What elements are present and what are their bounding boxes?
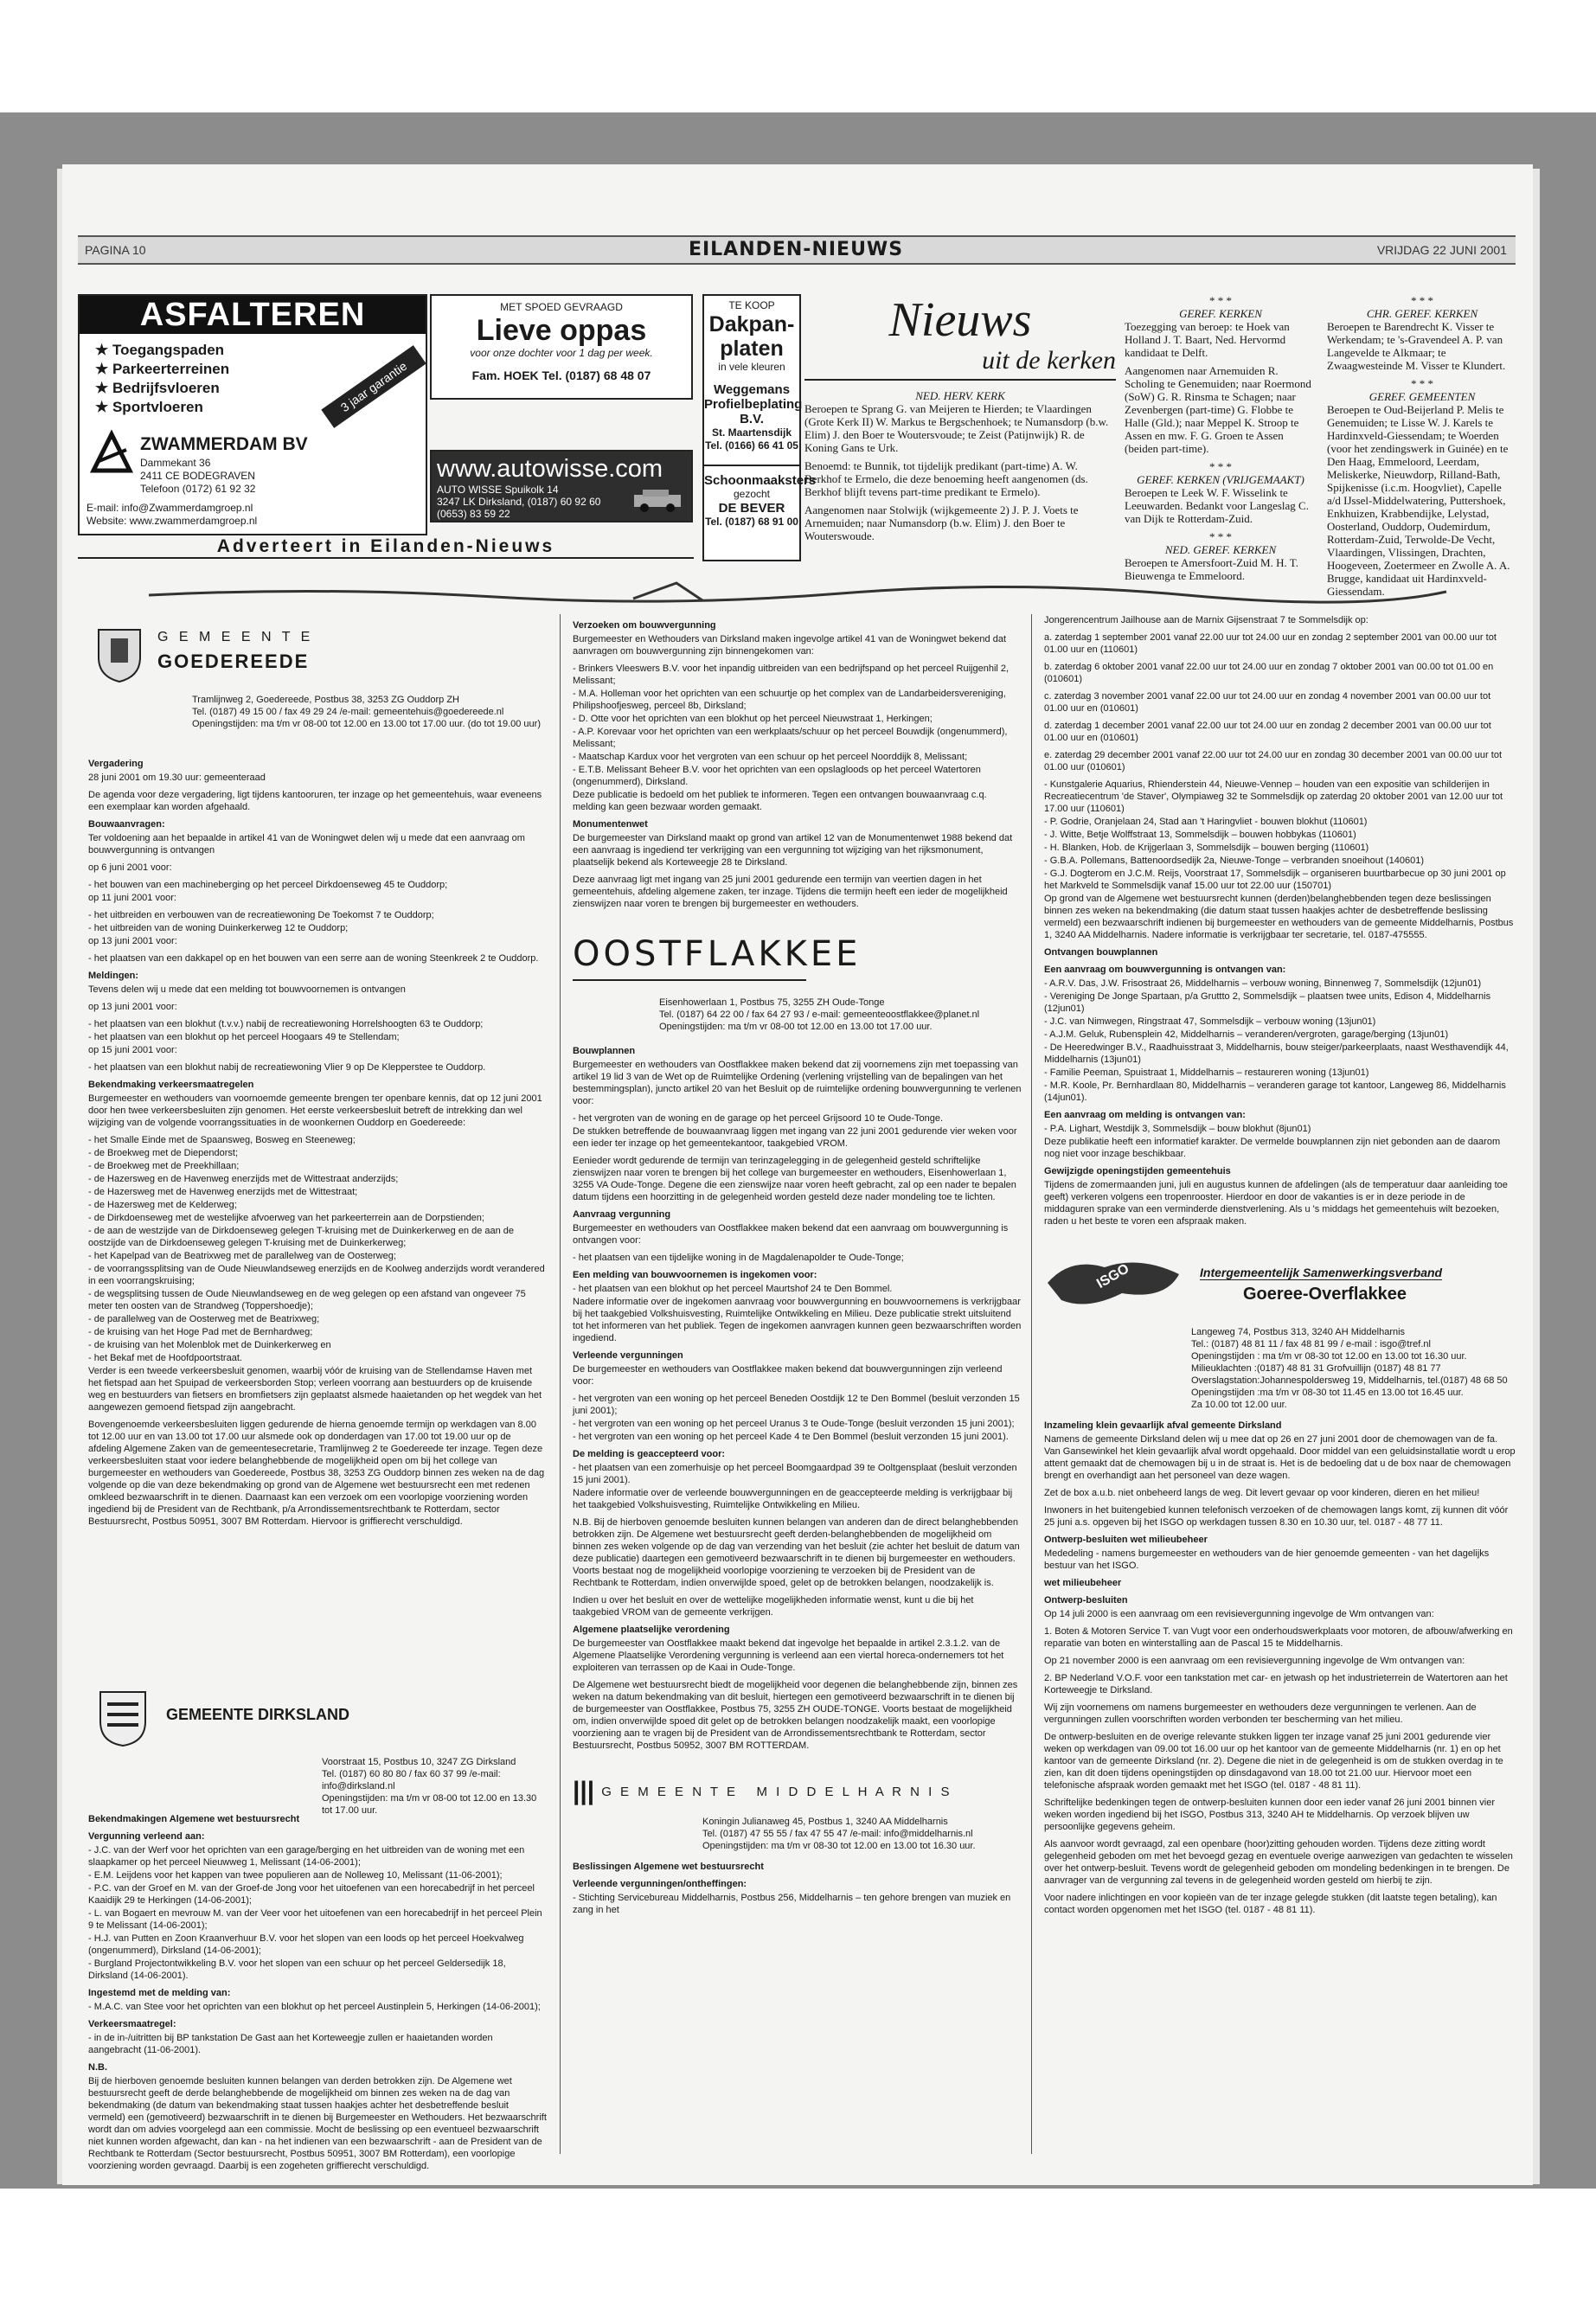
city: 3247 LK Dirksland, (0187) 60 92 60 <box>437 496 601 508</box>
paragraph: - J.C. van Nimwegen, Ringstraat 47, Sommelsdijk – verbouw woning (13jun01) <box>1044 1016 1376 1027</box>
section-heading: Aanvraag vergunning <box>573 1209 671 1220</box>
paragraph: - Brinkers Vleeswers B.V. voor het inpandig uitbreiden van een bedrijfspand op het perceel Ruijgenhil 2, Melissant; <box>573 663 1010 686</box>
section-heading: wet milieubeheer <box>1044 1578 1122 1588</box>
kerken-text: Beroepen te Leek W. F. Wisselink te Leeuwarden. Bedankt voor Langeslag C. van Dijk te Rotterdam-Zuid. <box>1125 486 1309 525</box>
paragraph: op 6 juni 2001 voor: <box>88 862 172 873</box>
paragraph: Burgemeester en Wethouders van Dirksland maken ingevolge artikel 41 van de Woningwet bekend dat aanvragen om bouwvergunning zijn binnengekomen van: <box>573 634 1006 657</box>
wave-divider <box>149 578 1446 607</box>
paragraph: - L. van Bogaert en mevrouw M. van der Veer voor het uitoefenen van een horecabedrijf in het perceel Plein 9 te Melissant (14-06-2001); <box>88 1908 542 1931</box>
section-heading: Vergadering <box>88 759 144 769</box>
paragraph: - A.P. Korevaar voor het oprichten van een werkplaats/schuur op het perceel Bouwdijk (ongenummerd), Melissant; <box>573 727 1008 749</box>
section-heading: Gewijzigde openingstijden gemeentehuis <box>1044 1166 1231 1176</box>
paragraph: Verder is een tweede verkeersbesluit genomen, waarbij vóór de kruising van de Stellendamse Haven met het fietspad aan het Spuipad de verkeersborden Stop; verleen voorrang aan bestuurders op de kruisende weg en bestuurders van fietsers en bromfietsers zijn geplaatst alsmede haaietanden op het wegdek van het aangewezen gemoend fietspad zijn aangebracht. <box>88 1366 542 1413</box>
oostflakkee-name: OOSTFLAKKEE <box>573 934 862 974</box>
oostflakkee-logo <box>573 927 1022 997</box>
section-heading: De melding is geaccepteerd voor: <box>573 1449 726 1459</box>
kerken-text: Aangenomen naar Stolwijk (wijkgemeente 2) J. P. J. Voets te Arnemuiden; naar Numansdorp (b.w. Elim) J. den Boer te Wouterswoude. <box>804 503 1079 542</box>
paragraph: - Vereniging De Jonge Spartaan, p/a Gruttto 2, Sommelsdijk – plaatsen twee units, Edison 4, Middelharnis (12jun01) <box>1044 991 1491 1014</box>
section-heading: Algemene plaatselijke verordening <box>573 1625 730 1635</box>
paragraph: - G.J. Dogterom en J.C.M. Reijs, Voorstraat 17, Sommelsdijk – organiseren buurtbarbecue op 30 juni 2001 op het Markveld te Sommelsdijk vanaf 15.00 uur tot 22.00 uur (150701) <box>1044 868 1506 891</box>
section-heading: Inzameling klein gevaarlijk afval gemeente Dirksland <box>1044 1420 1282 1431</box>
adverteert-banner: Adverteert in Eilanden-Nieuws <box>78 536 694 559</box>
paragraph: De ontwerp-besluiten en de overige relevante stukken liggen ter inzage vanaf 25 juni 2001 gedurende vier weken op werkdagen van 09.00 tot 16.00 uur op het kantoor van de gemeente Middelharnis (nr. 1) en op het kantoor van de gemeente Dirksland (nr. 2). Degene die niet in de gelegenheid is om de stukken overdag in te zien, kan dit doen tijdens openingstijden op dinsdagavond van 18.00 tot 21.00 uur. Hiervoor moet een telefonische afspraak worden gemaakt met het ISGO (tel. 0187 - 48 81 11). <box>1044 1732 1503 1791</box>
paragraph: - het Kapelpad van de Beatrixweg met de parallelweg van de Oosterweg; <box>88 1251 396 1261</box>
paragraph: - de Hazersweg met de Kelderweg; <box>88 1200 237 1210</box>
paragraph: - de Broekweg met de Diependorst; <box>88 1148 239 1158</box>
section-heading: Bouwaanvragen: <box>88 819 165 830</box>
paragraph: - H.J. van Putten en Zoon Kraanverhuur B.V. voor het slopen van een loods op het perceel Hoekvalweg (ongenummerd), Dirksland (14-06-2001); <box>88 1933 524 1956</box>
paragraph: Ter voldoening aan het bepaalde in artikel 41 van de Woningwet delen wij u mede dat een aanvraag om bouwvergunning is ontvangen <box>88 833 525 856</box>
page-number: PAGINA 10 <box>85 243 146 257</box>
tel: Tel. (0187) 64 22 00 / fax 64 27 93 / e-mail: gemeenteoostflakkee@planet.nl <box>659 1009 980 1020</box>
contact-line: Za 10.00 tot 12.00 uur. <box>1191 1400 1287 1410</box>
schoonmaak-name: DE BEVER <box>718 501 785 516</box>
hours: Openingstijden: ma t/m vr 08-00 tot 12.00 en 13.00 tot 17.00 uur. (do tot 19.00 uur) <box>192 719 541 729</box>
kerken-text: Beroepen te Barendrecht K. Visser te Werkendam; te 's-Gravendeel A. P. van Langevelde te Alkmaar; te Zwaagwesteinde M. Visser te Klundert. <box>1327 320 1506 372</box>
isgo-title: Intergemeentelijk Samenwerkingsverband <box>1200 1266 1443 1279</box>
address: Tramlijnweg 2, Goedereede, Postbus 38, 3253 ZG Ouddorp ZH <box>192 695 459 705</box>
contact-line: Tel.: (0187) 48 81 11 / fax 48 81 99 / e-mail : isgo@tref.nl <box>1191 1339 1431 1349</box>
paragraph: Tevens delen wij u mede dat een melding tot bouwvoornemen is ontvangen <box>88 984 406 995</box>
paragraph: Deze publicatie is bedoeld om het publiek te informeren. Tegen een ontvangen bouwaanvraag c.q. melding kan geen bezwaar worden gemaakt. <box>573 790 987 812</box>
paragraph: De Algemene wet bestuursrecht biedt de mogelijkheid voor degenen die belanghebbende zijn, binnen zes weken na datum bekendmaking van dit besluit, hiertegen een gemotiveerd bezwaarschrift in te dienen bij de burgemeester van Oostflakkee, Postbus 75, 3255 ZH OUDE-TONGE. Voorts bestaat de mogelijkheid om, indien onverwijlde spoed dit gelet op de betrokken belangen noodzakelijk maakt, een voorlopige voorziening aan te vragen bij de President van de Arrondissementsrechtbank te Rotterdam, sector Bestuursrecht, Postbus 50952, 3007 BM ROTTERDAM. <box>573 1680 1018 1751</box>
section-heading: Ingestemd met de melding van: <box>88 1988 231 1998</box>
address: Voorstraat 15, Postbus 10, 3247 ZG Dirksland <box>322 1757 516 1767</box>
paragraph: - P. Godrie, Oranjelaan 24, Stad aan 't Haringvliet - bouwen blokhut (110601) <box>1044 817 1368 827</box>
paragraph: Wij zijn voornemens om namens burgemeester en wethouders deze vergunningen te verlenen. Aan de vergunningen zullen voorschriften worden verbonden ter bescherming van het milieu. <box>1044 1702 1477 1725</box>
kerken-column-1 <box>804 294 1116 562</box>
paragraph: - de Broekweg met de Preekhillaan; <box>88 1161 240 1171</box>
address-line: Telefoon (0172) 61 92 32 <box>140 483 256 495</box>
section-heading: Een melding van bouwvoornemen is ingekomen voor: <box>573 1270 817 1280</box>
ad-item: ★ Bedrijfsvloeren <box>95 380 220 396</box>
paragraph: - de Dirkdoenseweg met de westelijke afvoerweg van het parkeerterrein aan de Dorpstienden; <box>88 1213 484 1223</box>
paragraph: - het plaatsen van een blokhut nabij de recreatiewoning Vlier 9 op De Klepperstee te Ouddorp. <box>88 1062 486 1073</box>
stars-divider: * * * <box>1209 294 1232 307</box>
paragraph: - de parallelweg van de Oosterweg met de Beatrixweg; <box>88 1314 320 1324</box>
paragraph: - het plaatsen van een blokhut op het perceel Maurtshof 24 te Den Bommel. <box>573 1284 893 1294</box>
column-rule <box>1031 614 1032 2154</box>
kerken-column-3 <box>1327 294 1517 598</box>
paragraph: Tijdens de zomermaanden juni, juli en augustus kunnen de afdelingen (als de temperatuur daar aanleiding toe geeft) verkeren volgens een tropenrooster. Hierdoor en door de vakanties is er in deze periode in de middaguren sprake van een verminderde dienstverlening. Als u 's middags het gemeentehuis wilt bezoeken, raden u het beste te voren een afspraak maken. <box>1044 1180 1508 1227</box>
section-heading: Ontwerp-besluiten wet milieubeheer <box>1044 1535 1208 1545</box>
section-heading: Ontvangen bouwplannen <box>1044 947 1158 958</box>
ad-asfalteren-title: ASFALTEREN <box>80 296 426 334</box>
right-column <box>1044 614 1516 2154</box>
paragraph: - in de in-/uitritten bij BP tankstation De Gast aan het Korteweegje zullen er haaietanden worden aangebracht (11-06-2001). <box>88 2033 493 2055</box>
paragraph: - de Hazersweg en de Havenweg enerzijds met de Wittestraat anderzijds; <box>88 1174 399 1184</box>
paragraph: Op grond van de Algemene wet bestuursrecht kunnen (derden)belanghebbenden tegen deze beslissingen binnen zes weken na bekendmaking (die datum staat tussen haakjes achter de desbetreffende beslissing vermeld) een bezwaarschrift indienen bij burgemeester en wethouders van de gemeente Middelharnis, Postbus 1, 3240 AA Middelharnis. Nadere informatie is verkrijgbaar ter secretarie, tel. 0187-475555. <box>1044 894 1514 940</box>
guarantee-badge: 3 jaar garantie <box>321 345 426 428</box>
paragraph: - Familie Peeman, Spuistraat 1, Middelharnis – restaureren woning (13jun01) <box>1044 1067 1369 1078</box>
oostflakkee-contact <box>659 997 1022 1033</box>
ad-asfalteren <box>78 294 427 535</box>
paragraph: De agenda voor deze vergadering, ligt tijdens kantooruren, ter inzage op het gemeentehuis, waar eveneens een exemplaar kan worden afgehaald. <box>88 790 542 812</box>
section-heading: Bekendmaking verkeersmaatregelen <box>88 1080 254 1090</box>
ad-dakpan-sub: in vele kleuren <box>718 361 785 373</box>
kerken-heading: NED. HERV. KERK <box>915 389 1005 402</box>
middelharnis-body <box>573 1861 1022 1916</box>
stars-divider: * * * <box>1411 294 1433 307</box>
ad-dakpan-kicker: TE KOOP <box>728 299 775 311</box>
contact-line: Milieuklachten :(0187) 48 81 31 Grofvuillijn (0187) 48 81 77 <box>1191 1363 1441 1374</box>
paragraph: - het bouwen van een machineberging op het perceel Dirkdoenseweg 45 te Ouddorp; <box>88 880 448 890</box>
dirksland-name: GEMEENTE DIRKSLAND <box>166 1706 350 1723</box>
paragraph: - het vergroten van de woning en de garage op het perceel Grijsoord 10 te Oude-Tonge. <box>573 1113 944 1124</box>
address-line: 2411 CE BODEGRAVEN <box>140 470 255 482</box>
paragraph: Bij de hierboven genoemde besluiten kunnen belangen van derden betrokken zijn. De Algemene wet bestuursrecht geeft de derde belanghebbende de mogelijkheid om binnen zes weken na de dag van bekendmaking (de datum van bekendmaking staat tussen haakjes achter het desbetreffende besluit vermeld) een (gemotiveerd) bezwaarschrift in te dienen bij Burgemeester en Wethouders. Het bezwaarschrift wordt dan om advies voorgelegd aan een commissie. Mocht de beslissing op een eventueel bezwaarschrift niet kunnen worden afgewacht, dan kan - na het indienen van een bezwaarschrift - aan de President van de Rechtbank te Rotterdam (Sector bestuursrecht, Postbus 50951, 3007 BM Rotterdam), een voorlopige voorziening worden gevraagd. Daarbij is een zogeheten griffierecht verschuldigd. <box>88 2076 547 2171</box>
paragraph: De burgemeester en wethouders van Oostflakkee maken bekend dat bouwvergunningen zijn verleend voor: <box>573 1364 1003 1387</box>
paragraph: 28 juni 2001 om 19.30 uur: gemeenteraad <box>88 772 266 783</box>
paragraph: Burgemeester en wethouders van Oostflakkee maken bekend dat een aanvraag om bouwvergunning is ontvangen voor: <box>573 1223 1009 1246</box>
contact-line: Overslagstation:Johannespoldersweg 19, Middelharnis, tel.(0187) 48 68 50 <box>1191 1375 1508 1386</box>
paragraph: b. zaterdag 6 oktober 2001 vanaf 22.00 uur tot 24.00 uur en zondag 7 oktober 2001 van 00.00 tot 01.00 en (010601) <box>1044 662 1494 684</box>
paragraph: - Burgland Projectontwikkeling B.V. voor het slopen van een schuur op het perceel Geldersedijk 18, Dirksland (14-06-2001). <box>88 1958 506 1981</box>
newspaper-page <box>62 164 1533 2185</box>
kerken-text: Toezegging van beroep: te Hoek van Holland J. T. Baart, Ned. Hervormd kandidaat te Delft. <box>1125 320 1290 359</box>
paragraph: - het plaatsen van een blokhut op het perceel Hoogaars 49 te Stellendam; <box>88 1032 400 1042</box>
ad-item: ★ Parkeerterreinen <box>95 361 230 377</box>
ad-dakpan-title: Dakpan-platen <box>708 312 795 361</box>
ad-oppas-title: Lieve oppas <box>476 314 647 347</box>
goedereede-contact <box>192 694 541 730</box>
paragraph: a. zaterdag 1 september 2001 vanaf 22.00 uur tot 24.00 uur en zondag 2 september 2001 van 00.00 uur tot 01.00 uur en (110601) <box>1044 632 1497 655</box>
paragraph: Inwoners in het buitengebied kunnen telefonisch verzoeken of de chemowagen langs komt, zij kunnen dit vóór 25 juni a.s. opgeven bij het ISGO op werkdagen tussen 8.30 en 10.30 uur, tel. 0187 - 48 77 11. <box>1044 1505 1509 1528</box>
kerken-heading: CHR. GEREF. KERKEN <box>1366 307 1478 320</box>
paragraph: - P.A. Lighart, Westdijk 3, Sommelsdijk – bouw blokhut (8jun01) <box>1044 1124 1311 1134</box>
paragraph: Deze aanvraag ligt met ingang van 25 juni 2001 gedurende een termijn van veertien dagen in het gemeentehuis, afdeling algemene zaken, ter inzage. Tijdens die termijn heeft een ieder de mogelijkheid zienswijzen naar voren te brengen bij burgemeester en wethouders. <box>573 875 1008 909</box>
ad-item: ★ Toegangspaden <box>95 342 225 358</box>
isgo-logo: ISGO <box>1094 1261 1132 1292</box>
section-heading: Meldingen: <box>88 971 139 981</box>
paragraph: Voor nadere inlichtingen en voor kopieën van de ter inzage gelegde stukken (dit laatste tegen betaling), kan contact worden opgenomen met het ISGO (tel. 0187 - 48 81 11). <box>1044 1893 1497 1915</box>
dirksland-bouw-body <box>573 619 1022 910</box>
goedereede-crest-icon <box>95 623 144 683</box>
dirksland-crest-icon <box>97 1687 149 1747</box>
paragraph: Mededeling - namens burgemeester en wethouders van de hier genoemde gemeenten - van het dagelijks bestuur van het ISGO. <box>1044 1548 1490 1571</box>
column-rule <box>560 614 561 2154</box>
paragraph: Bovengenoemde verkeersbesluiten liggen gedurende de hierna genoemde termijn op werkdagen van 8.00 tot 12.00 uur en van 13.00 tot 17.00 uur alsmede ook op donderdagen van 17.00 tot 19.00 uur op de afdeling Algemene Zaken van de gemeentesecretarie, Tramlijnweg 2 te Goedereede ter inzage. Tegen deze verkeersbesluiten staat voor iedere belanghebbende de mogelijkheid open om bij het college van burgemeester en wethouders van Goedereede, Postbus 38, 3253 ZG Ouddorp binnen zes weken na de dag volgende op die van deze bekendmaking op grond van de Algemene wet bestuursrecht een met redenen omkleed bezwaarschrift in te dienen. Daarnaast kan een verzoek om een voorlopige voorziening worden ingediend bij de President van de Rechtbank, p/a Arrondissementsrechtbank te Rotterdam, sector Bestuursrecht, Postbus 50951, 3007 BM Rotterdam. Hiervoor is griffierecht verschuldigd. <box>88 1420 545 1527</box>
ad-autowisse <box>430 450 693 522</box>
paragraph: - J. Witte, Betje Wolffstraat 13, Sommelsdijk – bouwen hobbykas (110601) <box>1044 830 1356 840</box>
section-heading: Een aanvraag om bouwvergunning is ontvangen van: <box>1044 965 1286 975</box>
section-heading: Monumentenwet <box>573 819 648 830</box>
ad-oppas-kicker: MET SPOED GEVRAAGD <box>500 301 623 313</box>
section-heading: Verleende vergunningen <box>573 1350 683 1361</box>
paragraph: Nadere informatie over de verleende bouwvergunningen en de geaccepteerde melding is verkrijgbaar bij het taakgebied Volkshuisvesting, Ruimtelijke Ontwikkeling en Milieu. <box>573 1488 1013 1510</box>
paragraph: Als aanvoor wordt gevraagd, zal een openbare (hoor)zitting gehouden worden. Tijdens deze zitting wordt gelegenheid geboden om met het bevoegd gezag en eventuele overige aanwezigen van gedachten te wisselen over het ontwerp-besluit. Tevens wordt de gelegenheid geboden om mondeling bedenkingen in te brengen. De aanvrager van de vergunning zal tevens in de gelegenheid worden gesteld om hierbij te zijn. <box>1044 1839 1513 1886</box>
paragraph: op 11 juni 2001 voor: <box>88 893 176 903</box>
paragraph: Op 14 juli 2000 is een aanvraag om een revisievergunning ingevolge de Wm ontvangen van: <box>1044 1609 1434 1619</box>
isgo-body <box>1044 1420 1516 1916</box>
phone: (0653) 83 59 22 <box>437 508 510 520</box>
paragraph: op 15 juni 2001 voor: <box>88 1045 177 1055</box>
hours: Openingstijden: ma t/m vr 08-00 tot 12.00 en 13.00 tot 17.00 uur. <box>659 1022 933 1032</box>
paragraph: - De Heeredwinger B.V., Raadhuisstraat 3, Middelharnis, bouw steiger/parkeerplaats, naast Westhavendijk 44, Middelharnis (13jun01) <box>1044 1042 1509 1065</box>
paragraph: - M.A. Holleman voor het oprichten van een schuurtje op het complex van de Landarbeidersvereniging, Philipshoofjesweg, perceel 8b, Dirksland; <box>573 689 1006 711</box>
ad-oppas-contact: Fam. HOEK Tel. (0187) 68 48 07 <box>471 369 651 382</box>
paragraph: - M.A.C. van Stee voor het oprichten van een blokhut op het perceel Austinplein 5, Herkingen (14-06-2001); <box>88 2002 541 2012</box>
goedereede-body <box>88 753 547 1533</box>
paragraph: - de voorrangssplitsing van de Oude Nieuwlandseweg enerzijds en de Koolweg anderzijds wordt verandered in een voorrangskruising; <box>88 1264 545 1286</box>
contact-line: Langeweg 74, Postbus 313, 3240 AH Middelharnis <box>1191 1327 1406 1337</box>
paragraph: - E.M. Leijdens voor het kappen van twee populieren aan de Nolleweg 10, Melissant (11-06-2001); <box>88 1870 503 1881</box>
stars-divider: * * * <box>1411 377 1433 390</box>
paragraph: - het uitbreiden en verbouwen van de recreatiewoning De Toekomst 7 te Ouddorp; <box>88 910 434 920</box>
paragraph: Nadere informatie over de ingekomen aanvraag voor bouwvergunning en bouwvoornemens is verkrijgbaar bij het taakgebied Volkshuisvesting, Ruimtelijke Ontwikkeling en Milieu. Deze publicatie strekt uitsluitend tot het informeren van het publiek. Tegen de ingekomen aanvragen kunnen geen bezwaarschriften worden ingediend. <box>573 1297 1022 1343</box>
street: Spuikolk 14 <box>504 484 559 496</box>
paragraph: - de aan de westzijde van de Dirkdoenseweg gelegen T-kruising met de Duinkerkerweg en de aan de oostzijde van de Dirkdoenseweg gelegen T-kruising met de Duinkerkerweg; <box>88 1226 515 1248</box>
company: AUTO WISSE <box>437 484 503 496</box>
section-heading: Bouwplannen <box>573 1046 636 1056</box>
kerken-heading: GEREF. GEMEENTEN <box>1368 390 1476 403</box>
paragraph: De burgemeester van Dirksland maakt op grond van artikel 12 van de Monumentenwet 1988 bekend dat een aanvraag is ingediend ter verkrijging van een vergunning tot wijziging van het rijksmonument, plaatselijk bekend als Korteweegje 28 te Dirksland. <box>573 833 1013 868</box>
paragraph: Schriftelijke bedenkingen tegen de ontwerp-besluiten kunnen door een ieder vanaf 26 juni 2001 binnen vier weken worden ingediend bij het ISGO, Postbus 313, 3240 AH te Middelharnis. Op verzoek blijven uw persoonlijke gegevens geheim. <box>1044 1798 1496 1832</box>
paragraph: - A.J.M. Geluk, Rubensplein 42, Middelharnis – veranderen/vergroten, garage/berging (13jun01) <box>1044 1029 1449 1040</box>
paragraph: Indien u over het besluit en over de wettelijke mogelijkheden informatie wenst, kunt u die bij het taakgebied VROM van de gemeente verkrijgen. <box>573 1595 974 1618</box>
address-line: Dammekant 36 <box>140 457 211 469</box>
paragraph: Zet de box a.u.b. niet onbeheerd langs de weg. Dit levert gevaar op voor kinderen, dieren en het milieu! <box>1044 1488 1480 1498</box>
paragraph: - het plaatsen van een tijdelijke woning in de Magdalenapolder te Oude-Tonge; <box>573 1253 904 1263</box>
section-heading: Bekendmakingen Algemene wet bestuursrecht <box>88 1814 300 1824</box>
ad-item: ★ Sportvloeren <box>95 399 203 415</box>
goedereede-section <box>88 614 547 1678</box>
ad-asfalteren-contact <box>87 502 257 528</box>
paragraph: Jongerencentrum Jailhouse aan de Marnix Gijsenstraat 7 te Sommelsdijk op: <box>1044 615 1368 625</box>
contact-line: Openingstijden :ma t/m vr 08-30 tot 11.45 en 13.00 tot 16.45 uur. <box>1191 1388 1464 1398</box>
paragraph: Namens de gemeente Dirksland delen wij u mee dat op 26 en 27 juni 2001 door de chemowagen van de fa. Van Gansewinkel het klein gevaarlijk afval wordt opgehaald. Door middel van een geluidsinstallatie wordt u erop attent gemaakt dat de chemowagen bij u in de straat is. Het is de bedoeling dat u de box naar de chemowagen brengt en overhandigt aan het personeel van deze wagen. <box>1044 1434 1516 1481</box>
paragraph: d. zaterdag 1 december 2001 vanaf 22.00 uur tot 24.00 uur en zondag 2 december 2001 van 00.00 uur tot 01.00 uur en (010601) <box>1044 721 1491 743</box>
middle-column <box>573 614 1022 2154</box>
paragraph: - de kruising van het Molenblok met de Duinkerkerweg en <box>88 1340 331 1350</box>
paragraph: - het plaatsen van een dakkapel op en het bouwen van een serre aan de woning Steenkreek 2 te Ouddorp. <box>88 953 539 964</box>
paragraph: - het plaatsen van een blokhut (t.v.v.) nabij de recreatiewoning Horrelshoogten 63 te Ouddorp; <box>88 1019 484 1029</box>
kerken-text: Beroepen te Amersfoort-Zuid M. H. T. Bieuwenga te Emmeloord. <box>1125 556 1298 582</box>
schoonmaak-sub: gezocht <box>733 488 771 500</box>
paragraph: - P.C. van der Groef en M. van der Groef-de Jong voor het uitoefenen van een horecabedrijf in het perceel Kaaidijk 29 te Herkingen (14-06-2001); <box>88 1883 535 1906</box>
website: Website: www.zwammerdamgroep.nl <box>87 515 258 527</box>
middelharnis-logo-icon: ||| <box>573 1777 595 1805</box>
ad-oppas <box>430 294 693 400</box>
isgo-header <box>1044 1240 1516 1352</box>
address: Koningin Julianaweg 45, Postbus 1, 3240 AA Middelharnis <box>702 1817 948 1827</box>
tel: Tel. (0187) 49 15 00 / fax 49 29 24 /e-mail: gemeentehuis@goedereede.nl <box>192 707 504 717</box>
kerken-heading: GEREF. KERKEN (VRIJGEMAAKT) <box>1137 473 1304 486</box>
paragraph: - A.R.V. Das, J.W. Frisostraat 26, Middelharnis – verbouw woning, Binnenweg 7, Sommelsdijk (12jun01) <box>1044 978 1482 989</box>
goedereede-name: GOEDEREEDE <box>157 651 310 672</box>
section-heading: Verkeersmaatregel: <box>88 2019 176 2029</box>
tel: Tel. (0187) 47 55 55 / fax 47 55 47 /e-mail: info@middelharnis.nl <box>702 1829 973 1839</box>
stars-divider: * * * <box>1209 460 1232 473</box>
paragraph: - het Bekaf met de Hoofdpoortstraat. <box>88 1353 242 1363</box>
car-icon <box>631 488 684 512</box>
middelharnis-continued <box>1044 614 1516 1227</box>
section-heading: Een aanvraag om melding is ontvangen van: <box>1044 1110 1246 1120</box>
paragraph: - H. Blanken, Hob. de Krijgerlaan 3, Sommelsdijk – bouwen berging (110601) <box>1044 843 1369 853</box>
page-header <box>78 235 1516 265</box>
ad-oppas-sub: voor onze dochter voor 1 dag per week. <box>470 347 653 359</box>
paragraph: - het Smalle Einde met de Spaansweg, Bosweg en Steeneweg; <box>88 1135 356 1145</box>
paragraph: 1. Boten & Motoren Service T. van Vugt voor een onderhoudswerkplaats voor motoren, de afbouw/afwerking en reparatie van boten en winterstalling aan de Pascal 15 te Middelharnis. <box>1044 1626 1513 1649</box>
paragraph: Op 21 november 2000 is een aanvraag om een revisievergunning ingevolge de Wm ontvangen van: <box>1044 1656 1465 1666</box>
paragraph: - Stichting Servicebureau Middelharnis, Postbus 256, Middelharnis – ten gehore brengen van muziek en zang in het <box>573 1893 1011 1915</box>
paragraph: - E.T.B. Melissant Beheer B.V. voor het oprichten van een opslagloods op het perceel Watertoren (ongenummerd), Dirksland. <box>573 765 981 787</box>
email: E-mail: info@Zwammerdamgroep.nl <box>87 502 253 514</box>
kerken-heading: NED. GEREF. KERKEN <box>1164 543 1277 556</box>
ad-dakpan-company: Weggemans Profielbeplating B.V. <box>704 382 803 426</box>
paragraph: - M.R. Koole, Pr. Bernhardlaan 80, Middelharnis – veranderen garage tot kantoor, Langeweg 86, Middelharnis (14jun01). <box>1044 1080 1506 1103</box>
section-heading: Beslissingen Algemene wet bestuursrecht <box>573 1862 764 1872</box>
section-heading: Vergunning verleend aan: <box>88 1831 205 1842</box>
paragraph: - het vergroten van een woning op het perceel Kade 4 te Den Bommel (besluit verzonden 15 juni 2001). <box>573 1432 1009 1442</box>
section-heading: Ontwerp-besluiten <box>1044 1595 1128 1606</box>
masthead: EILANDEN-NIEUWS <box>688 239 904 260</box>
kerken-subtitle: uit de kerken <box>804 346 1116 381</box>
hours: Openingstijden: ma t/m vr 08-30 tot 12.00 en 13.00 tot 16.30 uur. <box>702 1841 976 1851</box>
paragraph: - de Hazersweg met de Havenweg enerzijds met de Wittestraat; <box>88 1187 358 1197</box>
kerken-title: Nieuws <box>888 293 1032 347</box>
ad-autowisse-url[interactable]: www.autowisse.com <box>437 455 663 483</box>
kerken-text: Beroepen te Oud-Beijerland P. Melis te Genemuiden; te Lisse W. J. Karels te Hardinxveld-Giessendam; te Woerden (voor het zendingswerk in Guinée) en te Den Haag, Emmeloord, Leerdam, Meliskerke, Nieuwdorp, Rilland-Bath, Spijkenisse (i.c.m. Hoogvliet), Capelle a/d IJssel-Middelwatering, Puttershoek, Enkhuizen, Krabbendijke, Lelystad, Oosterland, Ouddorp, Oudemirdum, Rotterdam-Zuid, Terwolde-De Vecht, Vlaardingen, Vlissingen, Drachten, Hoogeveen, Zoetermeer en Zwolle A. A. Brugge, kandidaat uit Hardinxveld-Giessendam. <box>1327 403 1510 598</box>
paragraph: Eenieder wordt gedurende de termijn van terinzagelegging in de gelegenheid gesteld schriftelijke zienswijzen naar voren te brengen bij het college van burgemeester en wethouders, Eisenhowerlaan 1, 3255 VA Oude-Tonge. Degene die een zienswijze naar voren heeft gebracht, zal op een nader te bepalen datum tijdens een hoorzitting in de gelegenheid worden gesteld deze nader mondeling toe te lichten. <box>573 1156 1016 1202</box>
goedereede-kicker: G E M E E N T E <box>157 630 314 644</box>
ad-asfalteren-address <box>140 457 255 496</box>
address: Eisenhowerlaan 1, Postbus 75, 3255 ZH Oude-Tonge <box>659 997 885 1008</box>
ad-asfalteren-company: ZWAMMERDAM BV <box>140 434 308 454</box>
contact-line: Openingstijden : ma t/m vr 08-30 tot 12.00 en 13.00 tot 16.30 uur. <box>1191 1351 1467 1362</box>
isgo-subtitle: Goeree-Overflakkee <box>1243 1285 1407 1304</box>
kerken-text: Aangenomen naar Arnemuiden R. Scholing te Genemuiden; naar Roermond (SoW) G. R. Rinsma te Schagen; naar Zevenbergen (part-time) G. Flobbe te Halle (Gld.); naar Meppel K. Stroop te Assen en mw. F. G. Groen te Assen (beiden part-time). <box>1125 364 1311 455</box>
paragraph: 2. BP Nederland V.O.F. voor een tankstation met car- en jetwash op het industrieterrein de Watertoren aan het Korteweegje te Dirksland. <box>1044 1673 1508 1695</box>
schoonmaak-title: Schoonmaaksters <box>704 473 817 488</box>
paragraph: De stukken betreffende de bouwaanvraag liggen met ingang van 22 juni 2001 gedurende vier weken voor een ieder ter inzage op het gemeentekantoor, taakgebied VROM. <box>573 1126 1017 1149</box>
section-heading: N.B. <box>88 2062 107 2073</box>
stars-divider: * * * <box>1209 530 1232 543</box>
paragraph: - het plaatsen van een zomerhuisje op het perceel Boomgaardpad 39 te Ooltgensplaat (besluit verzonden 15 juni 2001). <box>573 1463 1017 1485</box>
kerken-heading: GEREF. KERKEN <box>1179 307 1262 320</box>
ad-dakpan-place: St. Maartensdijk <box>711 426 792 439</box>
schoonmaak-tel: Tel. (0187) 68 91 00 <box>705 516 798 528</box>
paragraph: - het uitbreiden van de woning Duinkerkerweg 12 te Ouddorp; <box>88 923 349 933</box>
paragraph: - de wegsplitsing tussen de Oude Nieuwlandseweg en de weg gelegen op een afstand van ongeveer 75 meter ten oosten van de Strandweg (Toppershoedje); <box>88 1289 526 1311</box>
kerken-column-2 <box>1125 294 1317 582</box>
paragraph: Burgemeester en wethouders van voornoemde gemeente brengen ter openbare kennis, dat op 12 juni 2001 door hen twee verkeersbesluiten zijn genomen. Het eerste verkeersbesluit betreft de intrekking dan wel wijziging van de volgende voorrangssituaties in de woonkernen Ouddorp en Goedereede: <box>88 1093 542 1128</box>
paragraph: - J.C. van der Werf voor het oprichten van een garage/berging en het uitbreiden van de woning met een slaapkamer op het perceel Nieuwweg 1, Melissant (14-06-2001); <box>88 1845 525 1868</box>
section-heading: Verzoeken om bouwvergunning <box>573 620 716 631</box>
issue-date: VRIJDAG 22 JUNI 2001 <box>1376 243 1507 257</box>
middelharnis-logo <box>573 1772 1022 1811</box>
paragraph: c. zaterdag 3 november 2001 vanaf 22.00 uur tot 24.00 uur en zondag 4 november 2001 van 00.00 uur tot 01.00 uur en (010601) <box>1044 691 1491 714</box>
paragraph: Deze publikatie heeft een informatief karakter. De vermelde bouwplannen zijn niet gebonden aan de daarom nog niet voor inzage beschikbaar. <box>1044 1137 1501 1159</box>
paragraph: - Kunstgalerie Aquarius, Rhienderstein 44, Nieuwe-Vennep – houden van een expositie van schilderijen in Recreatiecentrum 'de Staver', Olympiaweg 32 te Sommelsdijk op zaterdag 20 oktober 2001 van 12.00 uur tot 17.00 uur (110601) <box>1044 779 1503 814</box>
paragraph: N.B. Bij de hierboven genoemde besluiten kunnen belangen van anderen dan de direct belanghebbenden betrokken zijn. De Algemene wet bestuursrecht geeft derden-belanghebbenden de mogelijkheid om binnen zes weken volgende op de dag van verzending van het besluit (zie achter het besluit de datum van deze publicatie) daartegen een gemotiveerd bezwaarschrift in te dienen bij burgemeester en wethouders. Voorts bestaat nog de mogelijkheid voorlopige voorziening te verzoeken bij de President van de Rechtbank te Rotterdam, indien onverwijlde spoed, gelet op de betrokken belangen, noodzakelijk is. <box>573 1517 1020 1588</box>
paragraph: - G.B.A. Pollemans, Battenoordsedijk 2a, Nieuwe-Tonge – verbranden snoeihout (140601) <box>1044 856 1425 866</box>
paragraph: op 13 juni 2001 voor: <box>88 1002 177 1012</box>
ad-dakpan <box>702 294 817 561</box>
middelharnis-contact <box>702 1816 1022 1852</box>
kerken-text: Benoemd: te Bunnik, tot tijdelijk predikant (part-time) A. W. Berkhof te Ermelo, die deze benoeming heeft aangenomen (ds. Berkhof blijft tevens part-time predikant te Ermelo). <box>804 459 1088 498</box>
zwammerdam-logo-icon <box>92 433 131 472</box>
paragraph: - D. Otte voor het oprichten van een blokhut op het perceel Nieuwstraat 1, Herkingen; <box>573 714 933 724</box>
ad-dakpan-tel: Tel. (0166) 66 41 05 <box>705 439 798 452</box>
dirksland-section <box>88 1687 547 2171</box>
tel: Tel. (0187) 60 80 80 / fax 60 37 99 /e-mail: info@dirksland.nl <box>322 1769 501 1791</box>
hours: Openingstijden: ma t/m vr 08-00 tot 12.00 en 13.30 tot 17.00 uur. <box>322 1793 537 1816</box>
paragraph: op 13 juni 2001 voor: <box>88 936 177 946</box>
paragraph: De burgemeester van Oostflakkee maakt bekend dat ingevolge het bepaalde in artikel 2.3.1.2. van de Algemene Plaatselijke Verordening vergunning is verleend aan een viertal horeca-ondernemers tot het exploiteren van terrassen op de Kaai in Oude-Tonge. <box>573 1638 1004 1673</box>
paragraph: Burgemeester en wethouders van Oostflakkee maken bekend dat zij voornemens zijn met toepassing van artikel 19 lid 3 van de Wet op de Ruimtelijke Ordening (verlening vrijstelling van de bepalingen van het bestemmingsplan), juncto artikel 20 van het Besluit op de ruimtelijke ordening bouwvergunning te verlenen voor: <box>573 1060 1022 1106</box>
oostflakkee-body <box>573 1045 1022 1752</box>
section-heading: Verleende vergunningen/ontheffingen: <box>573 1879 747 1889</box>
dirksland-body <box>88 1808 547 2177</box>
paragraph: - het vergroten van een woning op het perceel Uranus 3 te Oude-Tonge (besluit verzonden 15 juni 2001); <box>573 1419 1015 1429</box>
paragraph: - de kruising van het Hoge Pad met de Bernhardweg; <box>88 1327 313 1337</box>
kerken-text: Beroepen te Sprang G. van Meijeren te Hierden; te Vlaardingen (Grote Kerk II) W. Markus te Bergschenhoek; te Numansdorp (b.w. Elim) J. den Boer te Woutersvoude; te Zeist (Patijnwijk) R. de Koning Gans te Urk. <box>804 402 1109 454</box>
paragraph: - het vergroten van een woning op het perceel Beneden Oostdijk 12 te Den Bommel (besluit verzonden 15 juni 2001); <box>573 1394 1020 1416</box>
paragraph: - Maatschap Kardux voor het vergroten van een schuur op het perceel Noorddijk 8, Melissant; <box>573 752 968 762</box>
sheet-edge <box>1533 169 1540 2184</box>
middelharnis-name: G E M E E N T E M I D D E L H A R N I S <box>601 1784 952 1799</box>
paragraph: e. zaterdag 29 december 2001 vanaf 22.00 uur tot 24.00 uur en zondag 30 december 2001 van 00.00 uur tot 01.00 uur (010601) <box>1044 750 1502 772</box>
